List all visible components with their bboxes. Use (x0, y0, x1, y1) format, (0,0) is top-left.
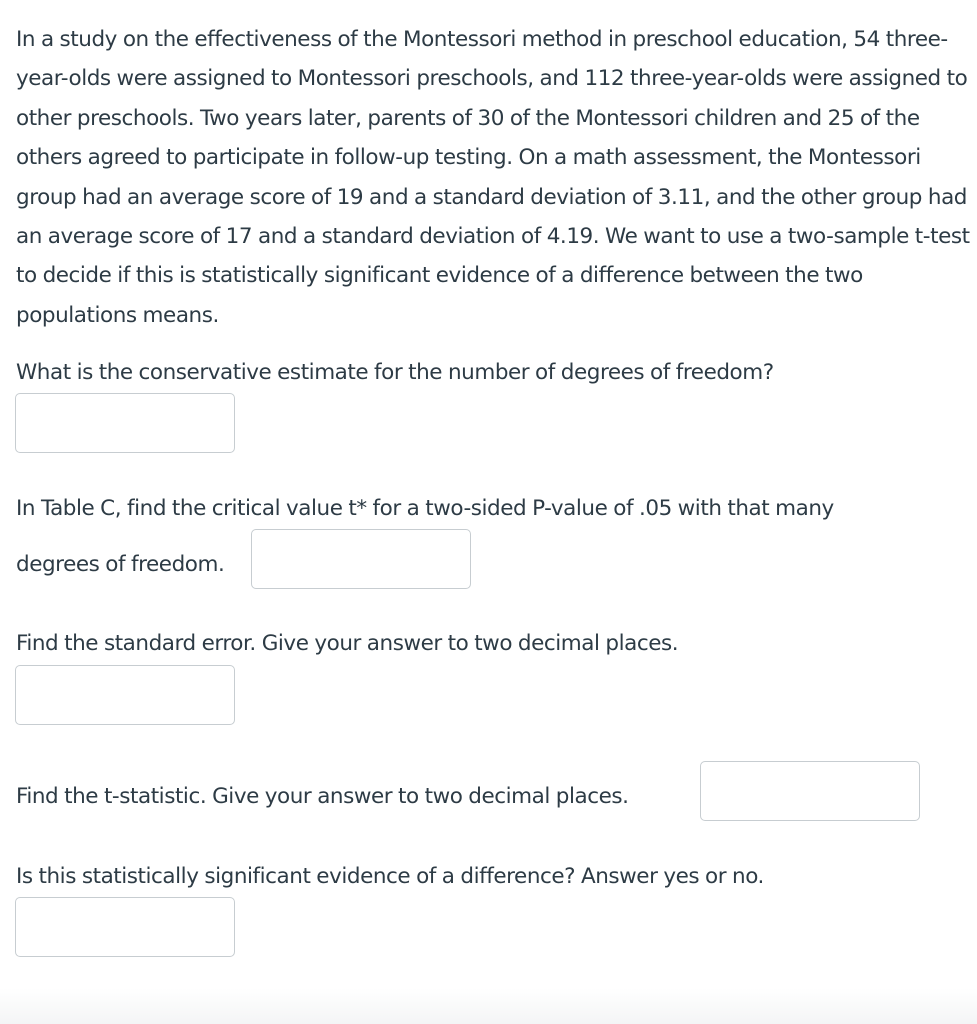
question-stem: In a study on the effectiveness of the Montessori method in preschool education, 54 three-year-olds were assigned to Montessori preschools, and 112 three-year-olds were assigned to other preschools. Two years later, parents of 30 of the Montessori children and 25 of the others agreed to participate in follow-up testing. On a math assessment, the Montessori group had an average score of 19 and a standard deviation of 3.11, and the other group had an average score of 17 and a standard deviation of 4.19. We want to use a two-sample t-test to decide if this is statistically significant evidence of a difference between the two populations means. (16, 27, 970, 328)
prompt-significance: Is this statistically significant evidence of a difference? Answer yes or no. (16, 864, 764, 889)
prompt-standard-error: Find the standard error. Give your answer to two decimal places. (16, 631, 679, 656)
answer-input-t-statistic[interactable] (700, 761, 920, 821)
answer-input-standard-error[interactable] (15, 665, 235, 725)
answer-input-significance[interactable] (15, 897, 235, 957)
bottom-fade (0, 988, 977, 1024)
prompt-critical-value-line1: In Table C, find the critical value t* for a two-sided P-value of .05 with that many (16, 496, 834, 521)
prompt-degrees-of-freedom: What is the conservative estimate for the number of degrees of freedom? (16, 360, 774, 385)
answer-input-degrees-of-freedom[interactable] (15, 393, 235, 453)
answer-input-critical-value[interactable] (251, 529, 471, 589)
prompt-critical-value-line2: degrees of freedom. (16, 552, 225, 577)
prompt-t-statistic: Find the t-statistic. Give your answer to two decimal places. (16, 784, 629, 809)
